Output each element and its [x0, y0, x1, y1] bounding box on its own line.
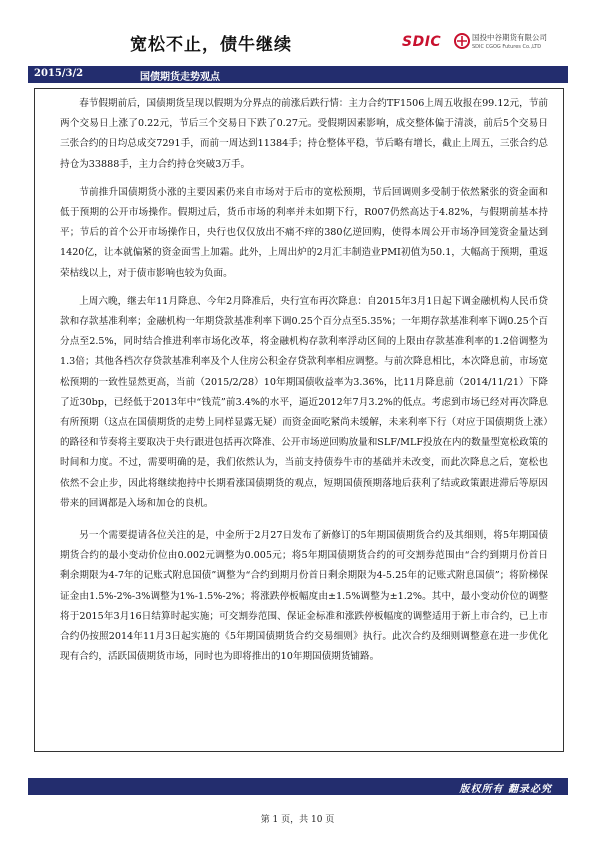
- section-title: 国债期货走势观点: [140, 72, 220, 83]
- emblem-icon: [454, 33, 470, 49]
- logo-company-name-en: SDIC CGOG Futures Co.,LTD: [472, 44, 542, 50]
- logo-mark: SDIC: [402, 34, 442, 50]
- logo-company-name: 国投中谷期货有限公司: [472, 33, 547, 42]
- page-number: 第 1 页，共 10 页: [260, 815, 335, 825]
- paragraph-3: 上周六晚，继去年11月降息、今年2月降准后，央行宣布再次降息：自2015年3月1日起下调金融机构人民币贷款和存款基准利率；金融机构一年期贷款基准利率下调0.25个百分点至5.35%；一年期存款基准利率下调0.25个百分点至2.5%，同时结合推进利率市场化改革，将金融机构存款利率浮动区间的上限由存款基准利率的1.2倍调整为1.3倍；其他各档次存贷款基准利率及个人住房公积金存贷款利率相应调整。与前次降息相比，本次降息前，市场宽松预期的一致性显然更高，当前（2015/2/28）10年期国债收益率为3.36%，比11月降息前（2014/11/21）下降了近30bp，已经低于2013年中“钱荒”前3.4%的水平，逼近2012年7月3.2%的低点。考虑到市场已经对再次降息有所预期（这点在国债期货的走势上同样显露无疑）而资金面吃紧尚未缓解，未来利率下行（对应于国债期货上涨）的路径和节奏将主要取决于央行跟进包括再次降准、公开市场逆回购放量和SLF/MLF投放在内的数量型宽松政策的时间和力度。不过，需要明确的是，我们依然认为，当前支持债券牛市的基础并未改变，而此次降息之后，宽松也依然不会止步，因此将继续抱持中长期看涨国债期货的观点，短期国债预期落地后获利了结或政策跟进滞后等原因带来的回调都是入场和加仓的良机。: [60, 295, 548, 509]
- company-logo: [402, 30, 562, 56]
- paragraph-4: 另一个需要提请各位关注的是，中金所于2月27日发布了新修订的5年期国债期货合约及其细则，将5年期国债期货合约的最小变动价位由0.002元调整为0.005元；将5年期国债期货合约的可交割券范围由“合约到期月份首日剩余期限为4-7年的记账式附息国债”调整为“合约到期月份首日剩余期限为4-5.25年的记账式附息国债”；将阶梯保证金由1.5%-2%-3%调整为1%-1.5%-2%；将涨跌停板幅度由±1.5%调整为±1.2%。其中，最小变动价位的调整将于2015年3月16日结算时起实施；可交割券范围、保证金标准和涨跌停板幅度的调整适用于新上市合约，已上市合约仍按照2014年11月3日起实施的《5年期国债期货合约交易细则》执行。此次合约及细则调整意在进一步优化现有合约，活跃国债期货市场，同时也为即将推出的10年期国债期货铺路。: [60, 530, 548, 663]
- footer-bar: [28, 778, 568, 795]
- report-date: 2015/3/2: [34, 68, 84, 79]
- section-header-bar: [28, 66, 568, 83]
- paragraph-1: 春节假期前后，国债期货呈现以假期为分界点的前涨后跌行情：主力合约TF1506上周五收报在99.12元，节前两个交易日上涨了0.22元，节后三个交易日下跌了0.27元。受假期因素影响，成交整体偏于清淡，前后5个交易日三张合约的日均总成交7291手，而前一周达到11384手；持仓整体平稳，节后略有增长，截止上周五，三张合约总持仓为33888手，主力合约持仓突破3万手。: [60, 98, 548, 170]
- article-body: [60, 94, 548, 667]
- report-title: 宽松不止，债牛继续: [130, 35, 292, 55]
- paragraph-2: 节前推升国债期货小涨的主要因素仍来自市场对于后市的宽松预期，节后回调则多受制于依然紧张的资金面和低于预期的公开市场操作。假期过后，货币市场的利率并未如期下行，R007仍然高达于4.82%，与假期前基本持平；节后的首个公开市场操作日，央行也仅仅放出不痛不痒的380亿逆回购，使得本周公开市场净回笼资金量达到1420亿，让本就偏紧的资金面雪上加霜。此外，上周出炉的2月汇丰制造业PMI初值为50.1，大幅高于预期，重返荣枯线以上，对于债市影响也较为负面。: [60, 186, 548, 279]
- copyright-notice: 版权所有 翻录必究: [459, 784, 552, 795]
